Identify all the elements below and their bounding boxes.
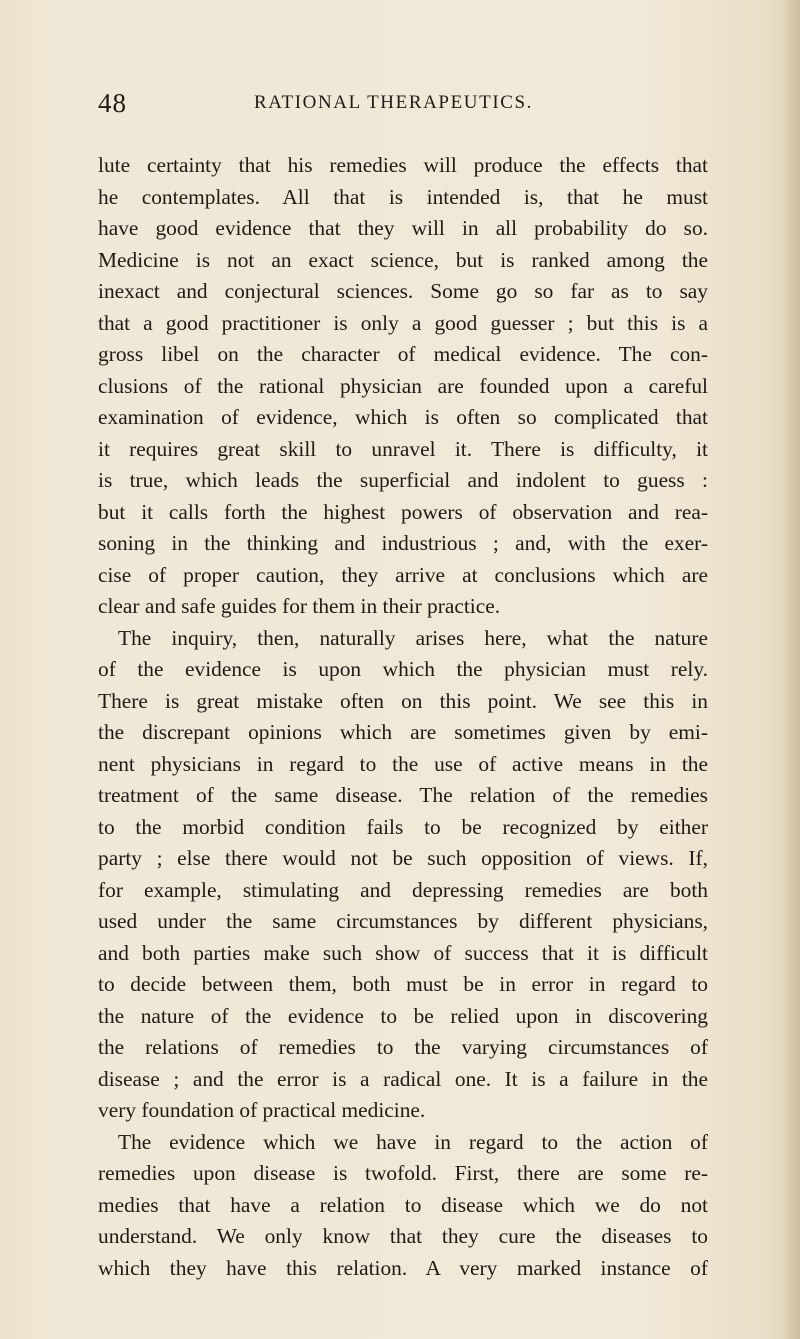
text-line: and both parties make such show of success that it is difficult: [98, 940, 708, 965]
text-line: Medicine is not an exact science, but is ranked among the: [98, 247, 708, 272]
text-line: of the evidence is upon which the physician must rely.: [98, 657, 708, 681]
text-line: soning in the thinking and industrious ; and, with the exer-: [98, 531, 708, 555]
text-line: that a good practitioner is only a good guesser ; but this is a: [98, 310, 708, 335]
text-line: nent physicians in regard to the use of active means in the: [98, 751, 708, 776]
text-line: inexact and conjectural sciences. Some go so far as to say: [98, 279, 708, 303]
paragraph-1: [98, 150, 708, 623]
text-line: the discrepant opinions which are sometimes given by emi-: [98, 720, 708, 744]
paragraph-3: [98, 1127, 708, 1285]
text-line: but it calls forth the highest powers of observation and rea-: [98, 499, 708, 524]
page-number: 48: [98, 88, 127, 118]
text-line: for example, stimulating and depressing remedies are both: [98, 877, 708, 902]
text-line: understand. We only know that they cure the diseases to: [98, 1224, 708, 1248]
text-line: lute certainty that his remedies will produce the effects that: [98, 153, 708, 177]
text-line: remedies upon disease is twofold. First, there are some re-: [98, 1161, 708, 1185]
text-line: it requires great skill to unravel it. There is difficulty, it: [98, 436, 708, 461]
running-head: [98, 88, 706, 122]
paragraph-2: [98, 623, 708, 1127]
text-line: is true, which leads the superficial and indolent to guess :: [98, 468, 708, 492]
page-edge-shadow: [782, 0, 800, 1339]
body-text: [98, 150, 708, 1284]
text-line: very foundation of practical medicine.: [98, 1098, 426, 1122]
text-line: The evidence which we have in regard to the action of: [118, 1129, 708, 1154]
text-line: to decide between them, both must be in error in regard to: [98, 972, 708, 996]
text-line: medies that have a relation to disease which we do not: [98, 1192, 708, 1217]
running-title: RATIONAL THERAPEUTICS.: [254, 92, 534, 113]
text-line: have good evidence that they will in all probability do so.: [98, 216, 708, 240]
text-line: the relations of remedies to the varying circumstances of: [98, 1035, 708, 1059]
text-line: he contemplates. All that is intended is, that he must: [98, 184, 708, 209]
text-line: cise of proper caution, they arrive at conclusions which are: [98, 562, 708, 587]
text-line: which they have this relation. A very marked instance of: [98, 1255, 708, 1280]
text-line: gross libel on the character of medical evidence. The con-: [98, 342, 708, 366]
text-line: to the morbid condition fails to be recognized by either: [98, 814, 708, 839]
text-line: the nature of the evidence to be relied upon in discovering: [98, 1003, 708, 1028]
text-line: examination of evidence, which is often so complicated that: [98, 405, 708, 429]
text-line: clear and safe guides for them in their practice.: [98, 594, 501, 618]
text-line: used under the same circumstances by different physicians,: [98, 909, 708, 933]
text-line: disease ; and the error is a radical one. It is a failure in the: [98, 1066, 708, 1091]
text-line: There is great mistake often on this point. We see this in: [98, 688, 708, 713]
text-line: The inquiry, then, naturally arises here, what the nature: [118, 625, 708, 650]
text-line: treatment of the same disease. The relation of the remedies: [98, 783, 708, 807]
text-line: party ; else there would not be such opposition of views. If,: [98, 846, 708, 870]
text-line: clusions of the rational physician are founded upon a careful: [98, 373, 708, 398]
